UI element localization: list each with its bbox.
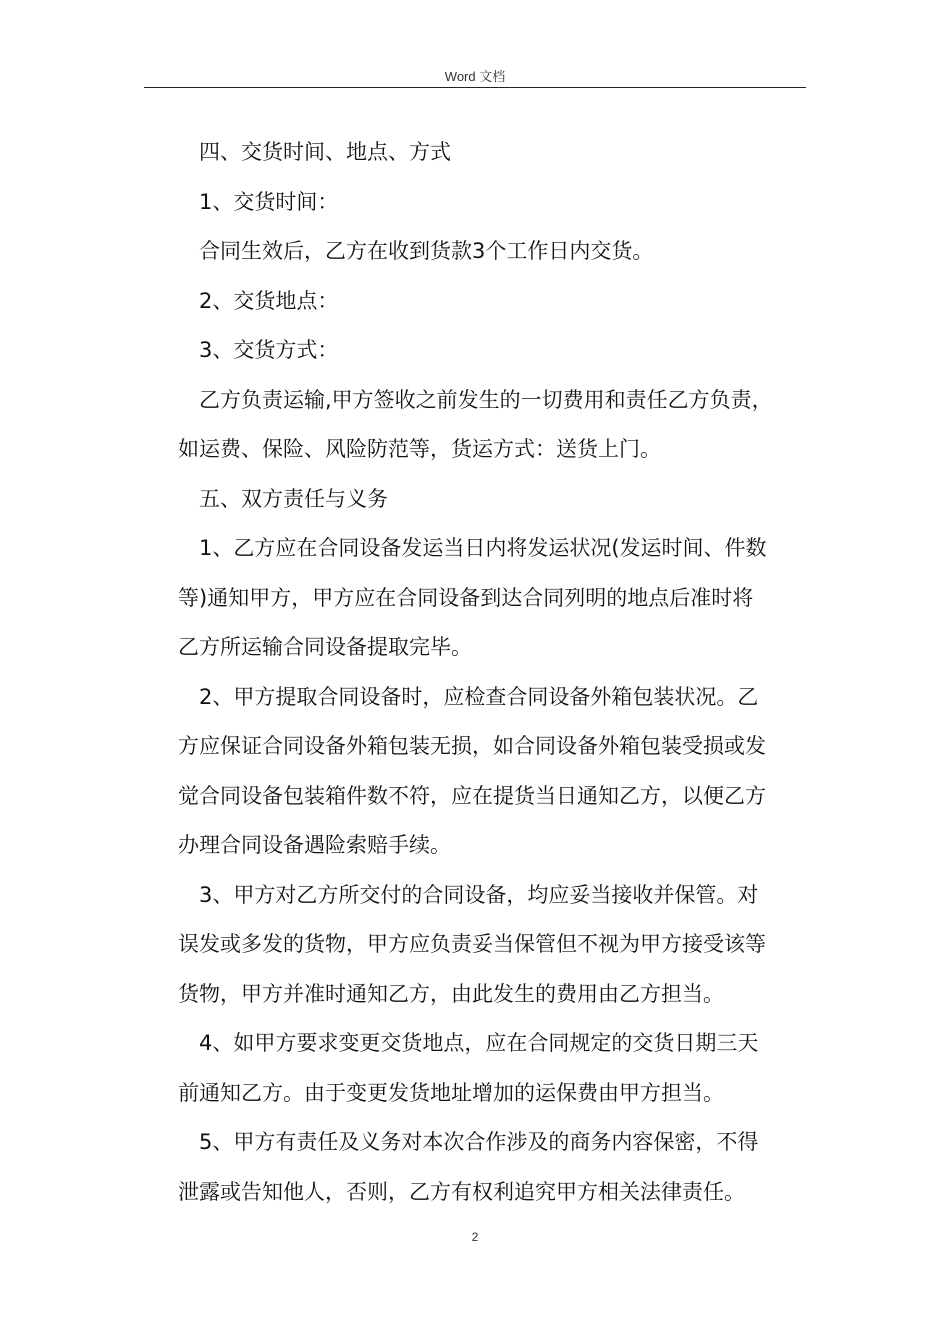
paragraph-line: 1、交货时间： — [199, 189, 339, 214]
paragraph-line: 办理合同设备遇险索赔手续。 — [178, 833, 451, 857]
paragraph — [178, 524, 818, 673]
paragraph-line: 四、交货时间、地点、方式 — [199, 140, 451, 164]
paragraph-line: 乙方所运输合同设备提取完毕。 — [178, 635, 472, 659]
paragraph-line: 等)通知甲方，甲方应在合同设备到达合同列明的地点后准时将 — [178, 585, 754, 610]
paragraph-line: 合同生效后，乙方在收到货款3个工作日内交货。 — [199, 239, 654, 263]
paragraph — [178, 1118, 818, 1217]
page-header: Word 文档 — [444, 69, 506, 84]
paragraph — [178, 871, 818, 1020]
document-body — [178, 128, 818, 1217]
paragraph-line: 4、如甲方要求变更交货地点，应在合同规定的交货日期三天 — [199, 1031, 759, 1055]
paragraph-line: 觉合同设备包装箱件数不符，应在提货当日通知乙方，以便乙方 — [178, 783, 766, 808]
paragraph — [178, 326, 818, 376]
paragraph-line: 2、交货地点： — [199, 288, 339, 313]
paragraph — [178, 128, 818, 178]
paragraph-line: 乙方负责运输,甲方签收之前发生的一切费用和责任乙方负责， — [199, 387, 773, 412]
paragraph-line: 5、甲方有责任及义务对本次合作涉及的商务内容保密，不得 — [199, 1130, 759, 1154]
paragraph-line: 3、甲方对乙方所交付的合同设备，均应妥当接收并保管。对 — [199, 882, 759, 907]
paragraph-line: 1、乙方应在合同设备发运当日内将发运状况(发运时间、件数 — [199, 536, 767, 560]
paragraph-line: 误发或多发的货物，甲方应负责妥当保管但不视为甲方接受该等 — [178, 932, 766, 956]
header-divider — [144, 87, 806, 88]
paragraph — [178, 178, 818, 228]
paragraph — [178, 277, 818, 327]
paragraph-line: 泄露或告知他人，否则，乙方有权利追究甲方相关法律责任。 — [178, 1179, 745, 1204]
page-number: 2 — [471, 1230, 479, 1244]
paragraph — [178, 1019, 818, 1118]
paragraph — [178, 227, 818, 277]
paragraph — [178, 673, 818, 871]
paragraph-line: 如运费、保险、风险防范等，货运方式：送货上门。 — [178, 437, 661, 461]
paragraph-line: 五、双方责任与义务 — [199, 486, 388, 511]
paragraph-line: 前通知乙方。由于变更发货地址增加的运保费由甲方担当。 — [178, 1080, 724, 1105]
paragraph-line: 方应保证合同设备外箱包装无损，如合同设备外箱包装受损或发 — [178, 734, 766, 758]
paragraph — [178, 475, 818, 525]
paragraph — [178, 376, 818, 475]
paragraph-line: 货物，甲方并准时通知乙方，由此发生的费用由乙方担当。 — [178, 981, 724, 1006]
paragraph-line: 3、交货方式： — [199, 338, 339, 362]
paragraph-line: 2、甲方提取合同设备时，应检查合同设备外箱包装状况。乙 — [199, 684, 759, 709]
